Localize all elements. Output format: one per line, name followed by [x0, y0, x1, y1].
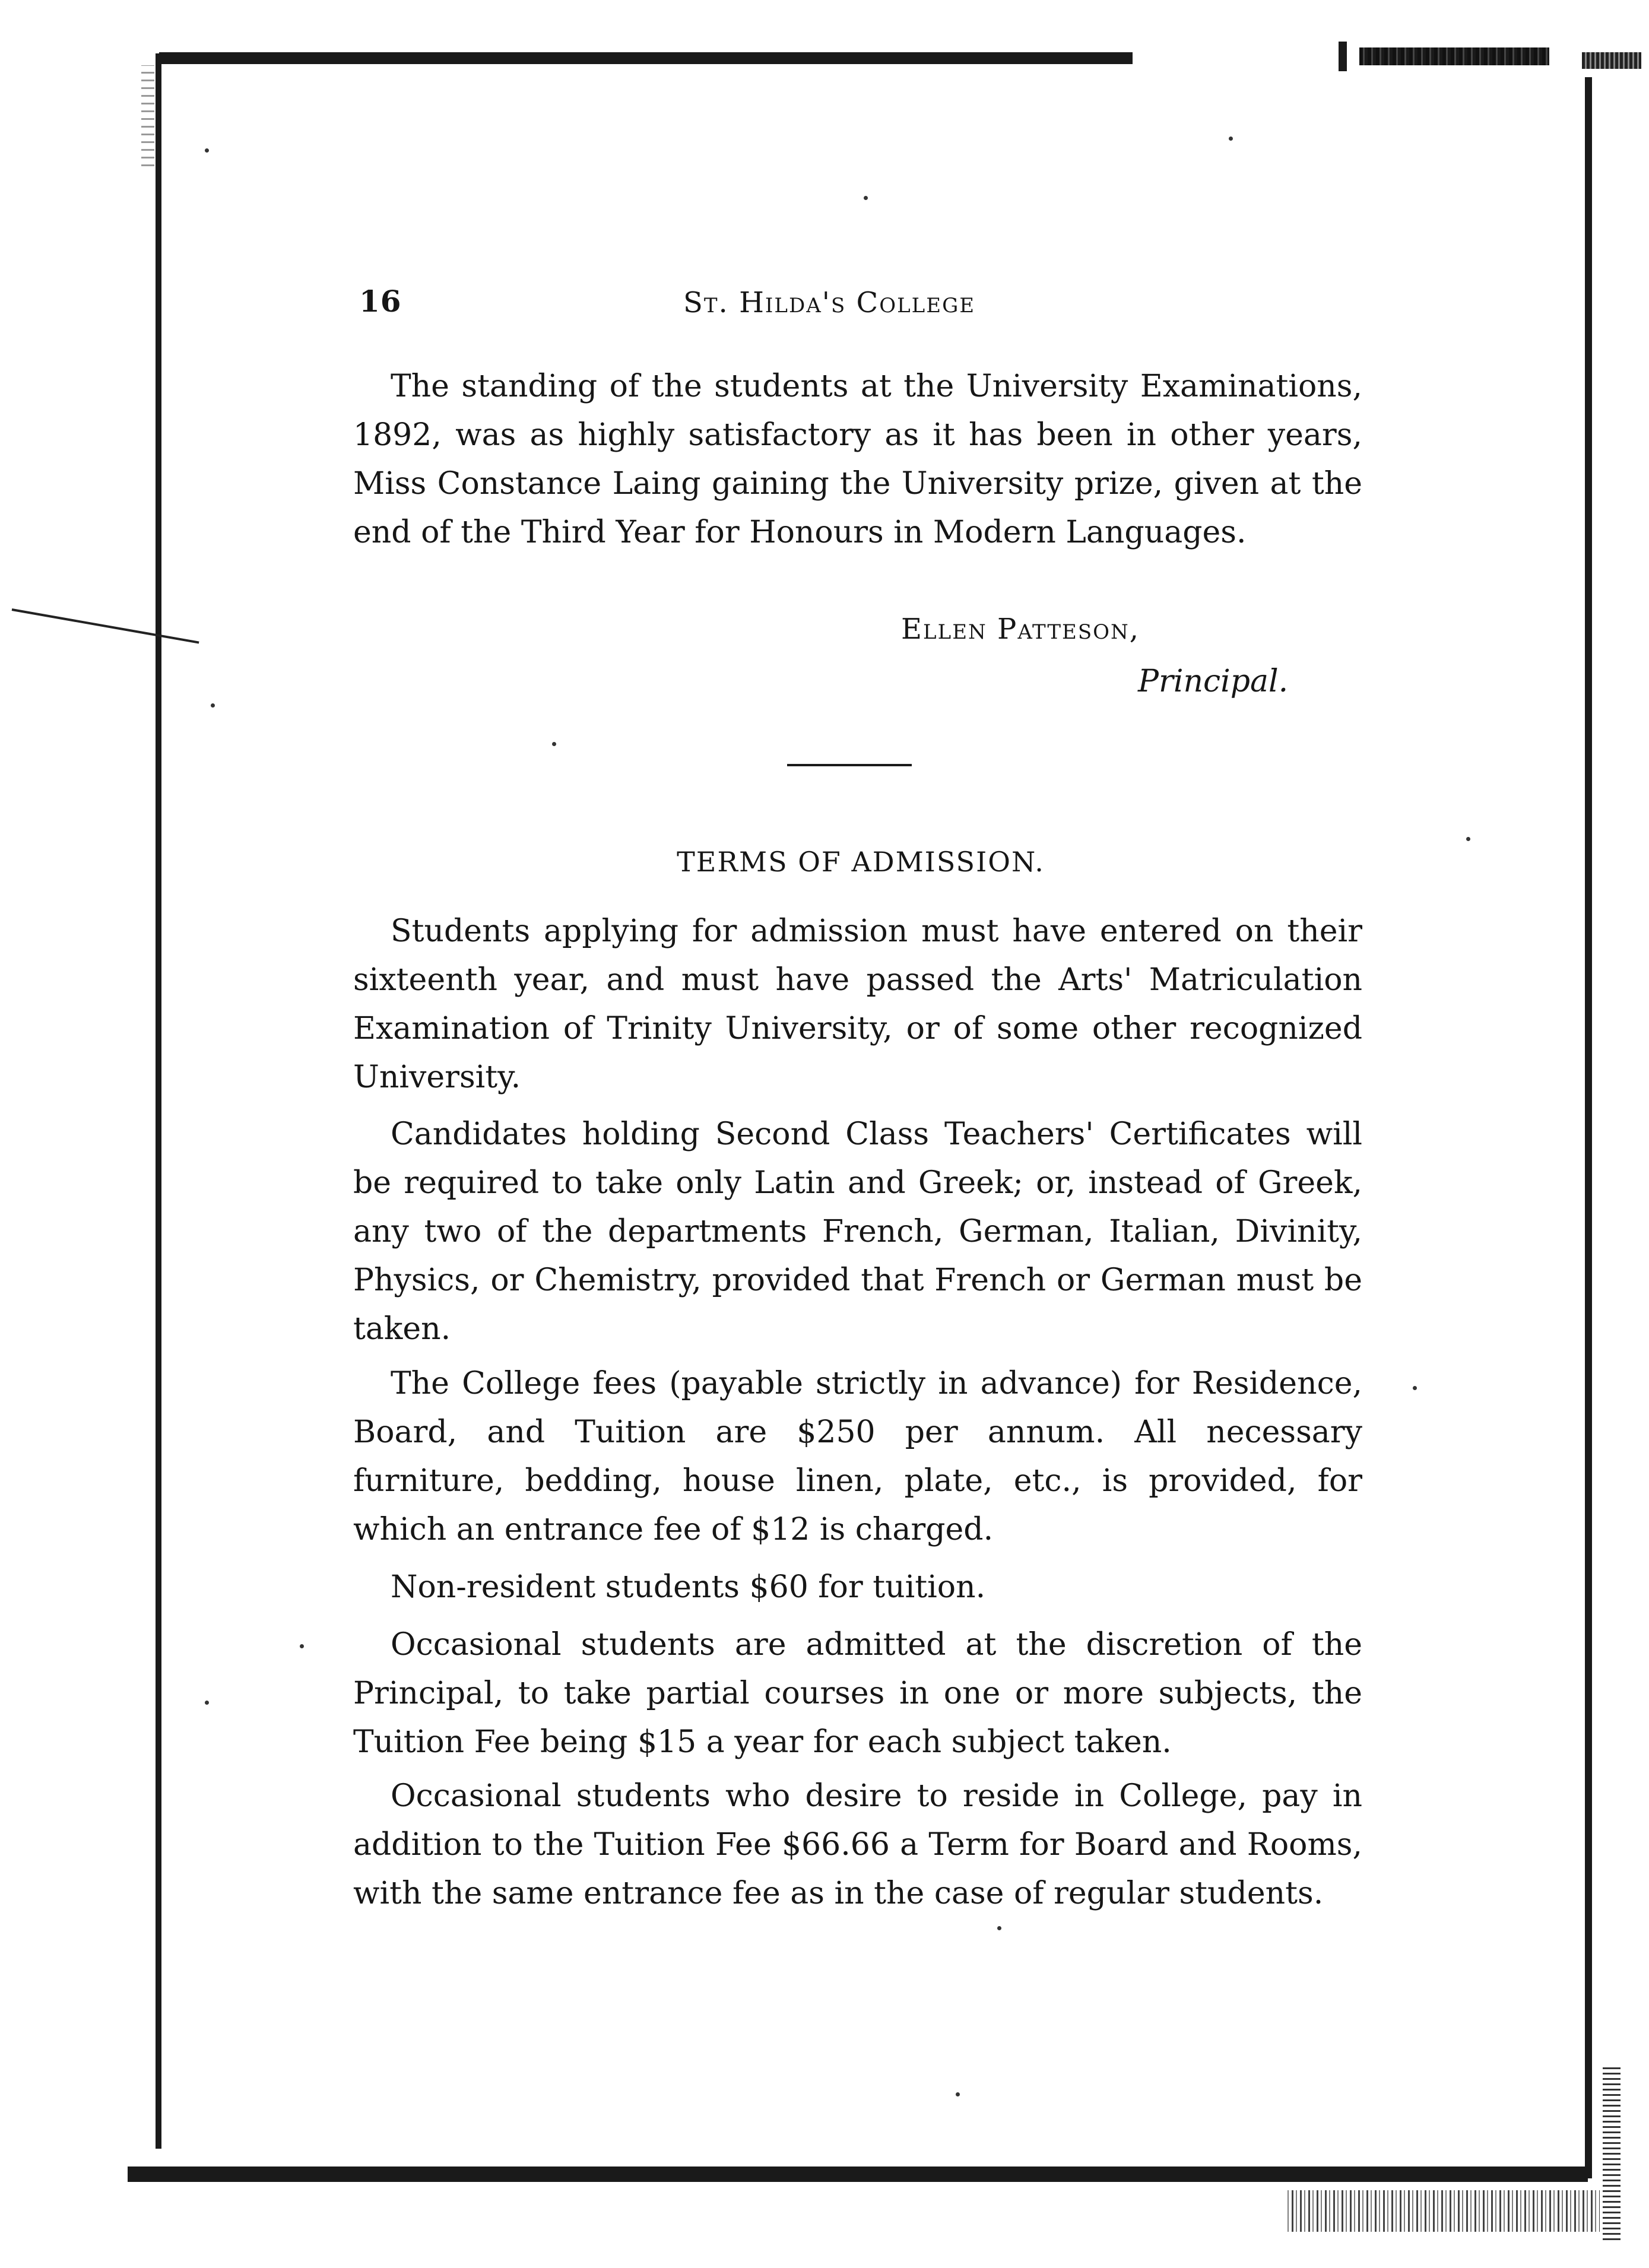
page-border-bottom	[128, 2167, 1588, 2182]
stray-pen-line	[12, 608, 199, 644]
page-border-right	[1585, 77, 1592, 2178]
ink-speck	[864, 196, 868, 200]
ink-speck	[956, 2092, 960, 2096]
ink-speck	[205, 148, 209, 153]
terms-paragraph: Non-resident students $60 for tuition.	[391, 1569, 986, 1605]
signature-role: Principal.	[1138, 664, 1289, 699]
ink-speck	[1466, 837, 1470, 841]
running-head	[359, 284, 1368, 325]
terms-paragraph: Candidates holding Second Class Teachers' Certificates will be required to take only Latin and Greek; or, instead of Greek, any two of the departments French, German, Italian, Divinity, Physics, or Chemistry, provided that French or German must be taken.	[353, 1116, 1362, 1347]
scan-artifact-edge	[1603, 2066, 1621, 2244]
ink-speck	[211, 703, 215, 708]
terms-paragraph: The College fees (payable strictly in advance) for Residence, Board, and Tuition are $250 per annum. All necessary furniture, bedding, house linen, plate, etc., is provided, for which an entrance fee of $12 is charged.	[353, 1366, 1362, 1547]
ink-speck	[997, 1926, 1001, 1930]
margin-scribble	[141, 65, 154, 172]
section-divider	[787, 764, 912, 766]
ink-speck	[1229, 137, 1233, 141]
page-border-mark	[1339, 42, 1347, 71]
ink-speck	[205, 1701, 209, 1705]
terms-paragraph: Occasional students are admitted at the discretion of the Principal, to take partial courses in one or more subjects, the Tuition Fee being $15 a year for each subject taken.	[353, 1627, 1362, 1760]
scan-artifact-bottom	[1285, 2190, 1600, 2232]
page-border-top-right	[1359, 47, 1549, 65]
page-border-left	[156, 53, 161, 2149]
section-heading: TERMS OF ADMISSION.	[677, 846, 1045, 878]
page-border-top	[159, 52, 1133, 64]
ink-speck	[552, 742, 556, 746]
intro-paragraph: The standing of the students at the University Examinations, 1892, was as highly satisfactory as it has been in other years, Miss Constance Laing gaining the University prize, given at the end of the Third Year for Honours in Modern Languages.	[353, 369, 1362, 550]
ink-speck	[1413, 1386, 1417, 1390]
page-border-top-far	[1582, 52, 1641, 69]
running-title: St. Hilda's College	[683, 286, 976, 319]
terms-paragraph: Occasional students who desire to reside in College, pay in addition to the Tuition Fee $66.66 a Term for Board and Rooms, with the same entrance fee as in the case of regular students.	[353, 1778, 1362, 1911]
ink-speck	[300, 1644, 304, 1648]
terms-paragraph: Students applying for admission must have entered on their sixteenth year, and must have passed the Arts' Matriculation Examination of Trinity University, or of some other recognized University.	[353, 913, 1362, 1095]
signature-name: Ellen Patteson,	[901, 613, 1140, 646]
page-number: 16	[359, 284, 402, 319]
